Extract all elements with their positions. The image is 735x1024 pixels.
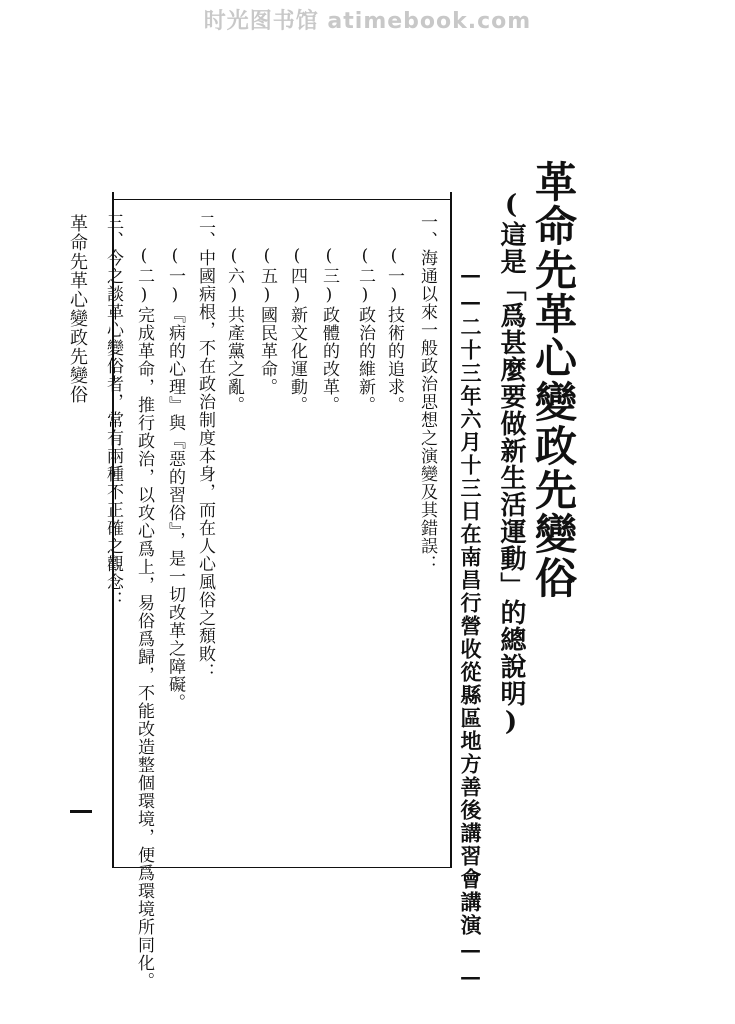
outline-item-2: 二、中國病根，不在政治制度本身，而在人心風俗之頹敗：	[195, 213, 215, 681]
outline-subitem-1-2: (二)政治的維新。	[355, 246, 375, 414]
outline-subitem-1-4: (四)新文化運動。	[287, 246, 307, 414]
chapter-title: 革命先革心變政先變俗	[529, 160, 578, 600]
running-title: 革命先革心變政先變俗	[67, 214, 88, 404]
outline-subitem-1-3: (三)政體的改革。	[319, 246, 339, 414]
outline-subitem-2-2: (二)完成革命，推行政治，以攻心爲上，易俗爲歸，不能改造整個環境，便爲環境所同化。	[134, 246, 154, 990]
outline-item-1: 一、海通以來一般政治思想之演變及其錯誤：	[417, 213, 437, 573]
watermark-text: 时光图书馆 atimebook.com	[203, 9, 532, 34]
scan-specks	[0, 996, 735, 1008]
outline-subitem-1-5: (五)國民革命。	[257, 246, 277, 396]
outline-item-3: 三、今之談革心變俗者，常有兩種不正確之觀念：	[103, 213, 123, 609]
lecture-dateline: ——二十三年六月十三日在南昌行營收從縣區地方善後講習會講演——	[458, 262, 483, 991]
outline-subitem-1-1: (一)技術的追求。	[384, 246, 404, 414]
page-number-mark	[70, 810, 92, 813]
outline-subitem-2-1: (一)『病的心理』與『惡的習俗』，是一切改革之障礙。	[165, 246, 185, 712]
chapter-subtitle: (這是「爲甚麼要做新生活運動」的總說明)	[496, 190, 526, 738]
outline-subitem-1-6: (六)共產黨之亂。	[224, 246, 244, 414]
